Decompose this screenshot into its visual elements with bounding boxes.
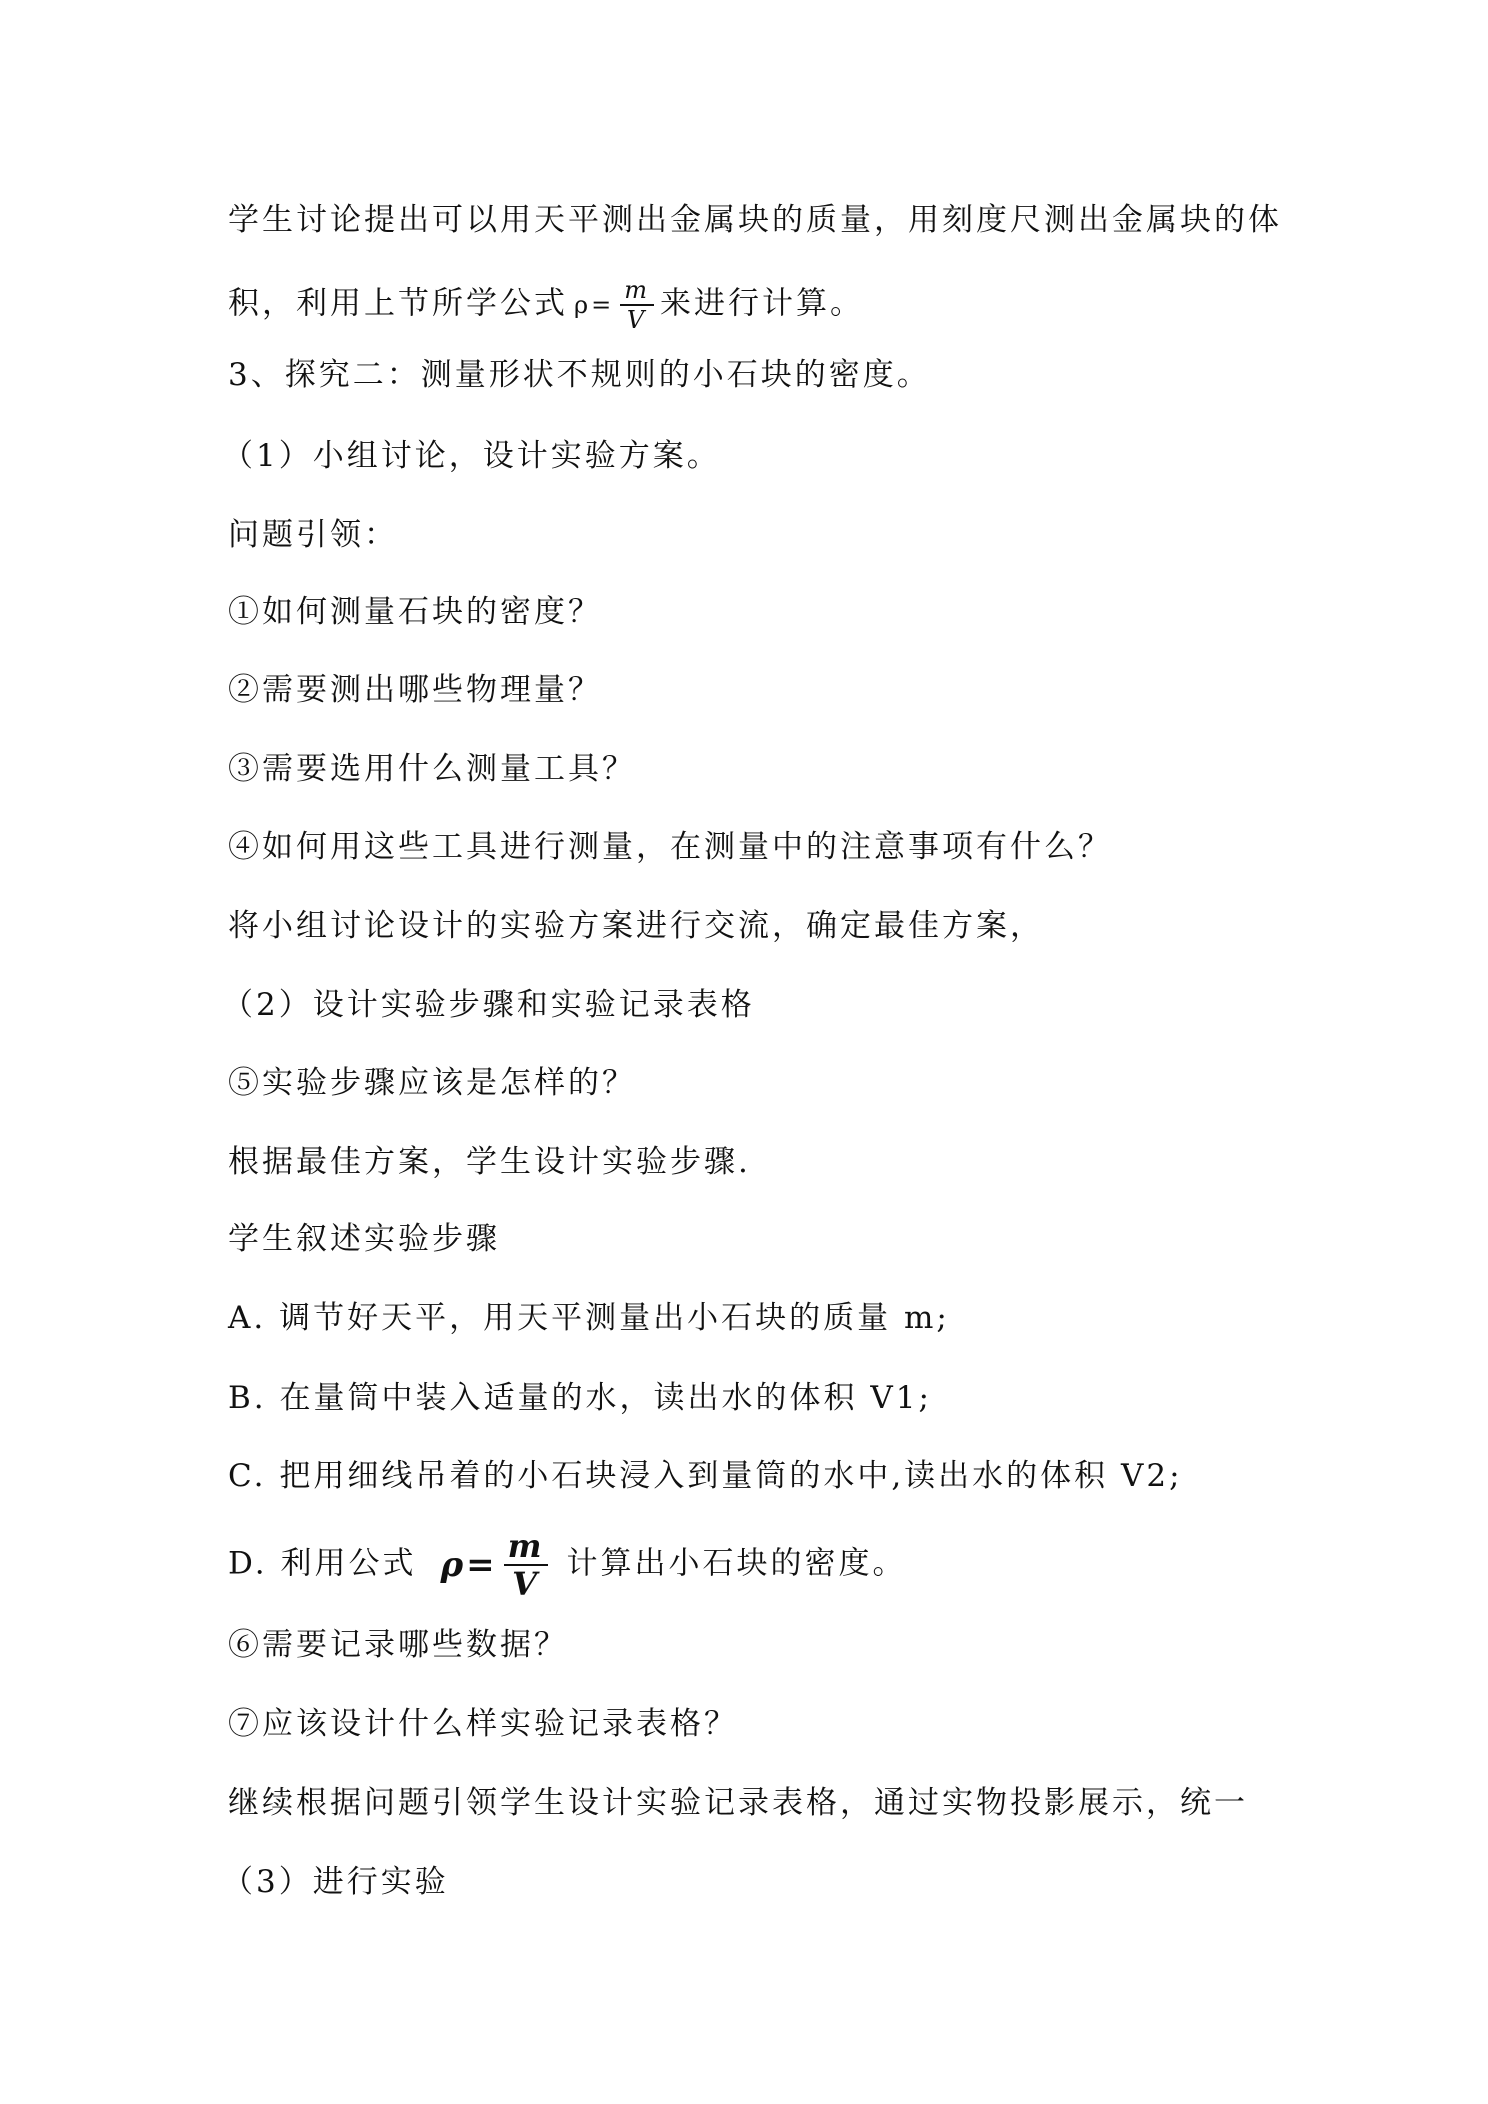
density-formula-inline	[574, 278, 654, 332]
step-item-with-formula	[228, 1527, 907, 1603]
text-segment: D. 利用公式	[228, 1545, 417, 1582]
text-segment: 来进行计算。	[659, 285, 864, 322]
formula-denominator: V	[512, 1565, 540, 1603]
formula-denominator: V	[626, 306, 648, 334]
question-item: ④如何用这些工具进行测量，在测量中的注意事项有什么？	[228, 829, 1112, 865]
paragraph-line: 根据最佳方案，学生设计实验步骤.	[228, 1144, 751, 1180]
subsection-heading: （1）小组讨论，设计实验方案。	[222, 438, 721, 474]
step-item: C. 把用细线吊着的小石块浸入到量筒的水中,读出水的体积 V2;	[228, 1458, 1183, 1494]
formula-numerator: m	[620, 278, 654, 306]
paragraph-line: 学生叙述实验步骤	[228, 1221, 500, 1257]
question-item: ②需要测出哪些物理量？	[228, 672, 602, 708]
text-segment: 积，利用上节所学公式	[228, 285, 568, 322]
paragraph-line: 将小组讨论设计的实验方案进行交流，确定最佳方案，	[228, 908, 1044, 944]
paragraph-line: 继续根据问题引领学生设计实验记录表格，通过实物投影展示，统一	[228, 1785, 1248, 1821]
paragraph-line: 问题引领：	[228, 517, 398, 553]
formula-rho: ρ	[574, 291, 592, 319]
formula-equals: =	[466, 1545, 498, 1585]
formula-fraction	[504, 1527, 549, 1603]
density-formula	[440, 1527, 548, 1603]
question-item: ⑦应该设计什么样实验记录表格？	[228, 1706, 738, 1742]
question-item: ①如何测量石块的密度？	[228, 594, 602, 630]
text-segment: 计算出小石块的密度。	[566, 1545, 907, 1582]
section-heading: 3、探究二：测量形状不规则的小石块的密度。	[228, 357, 931, 393]
question-item: ⑥需要记录哪些数据？	[228, 1627, 568, 1663]
formula-rho: ρ	[440, 1545, 467, 1585]
paragraph-line-with-formula	[228, 278, 864, 332]
question-item: ③需要选用什么测量工具？	[228, 751, 636, 787]
formula-fraction	[620, 278, 654, 332]
subsection-heading: （2）设计实验步骤和实验记录表格	[222, 987, 755, 1023]
step-item: B. 在量筒中装入适量的水，读出水的体积 V1;	[228, 1380, 932, 1416]
step-item: A. 调节好天平，用天平测量出小石块的质量 m;	[228, 1300, 950, 1336]
formula-equals: =	[591, 291, 615, 319]
paragraph-line: 学生讨论提出可以用天平测出金属块的质量，用刻度尺测出金属块的体	[228, 202, 1282, 238]
subsection-heading: （3）进行实验	[222, 1864, 449, 1900]
question-item: ⑤实验步骤应该是怎样的？	[228, 1065, 636, 1101]
formula-numerator: m	[504, 1530, 549, 1566]
